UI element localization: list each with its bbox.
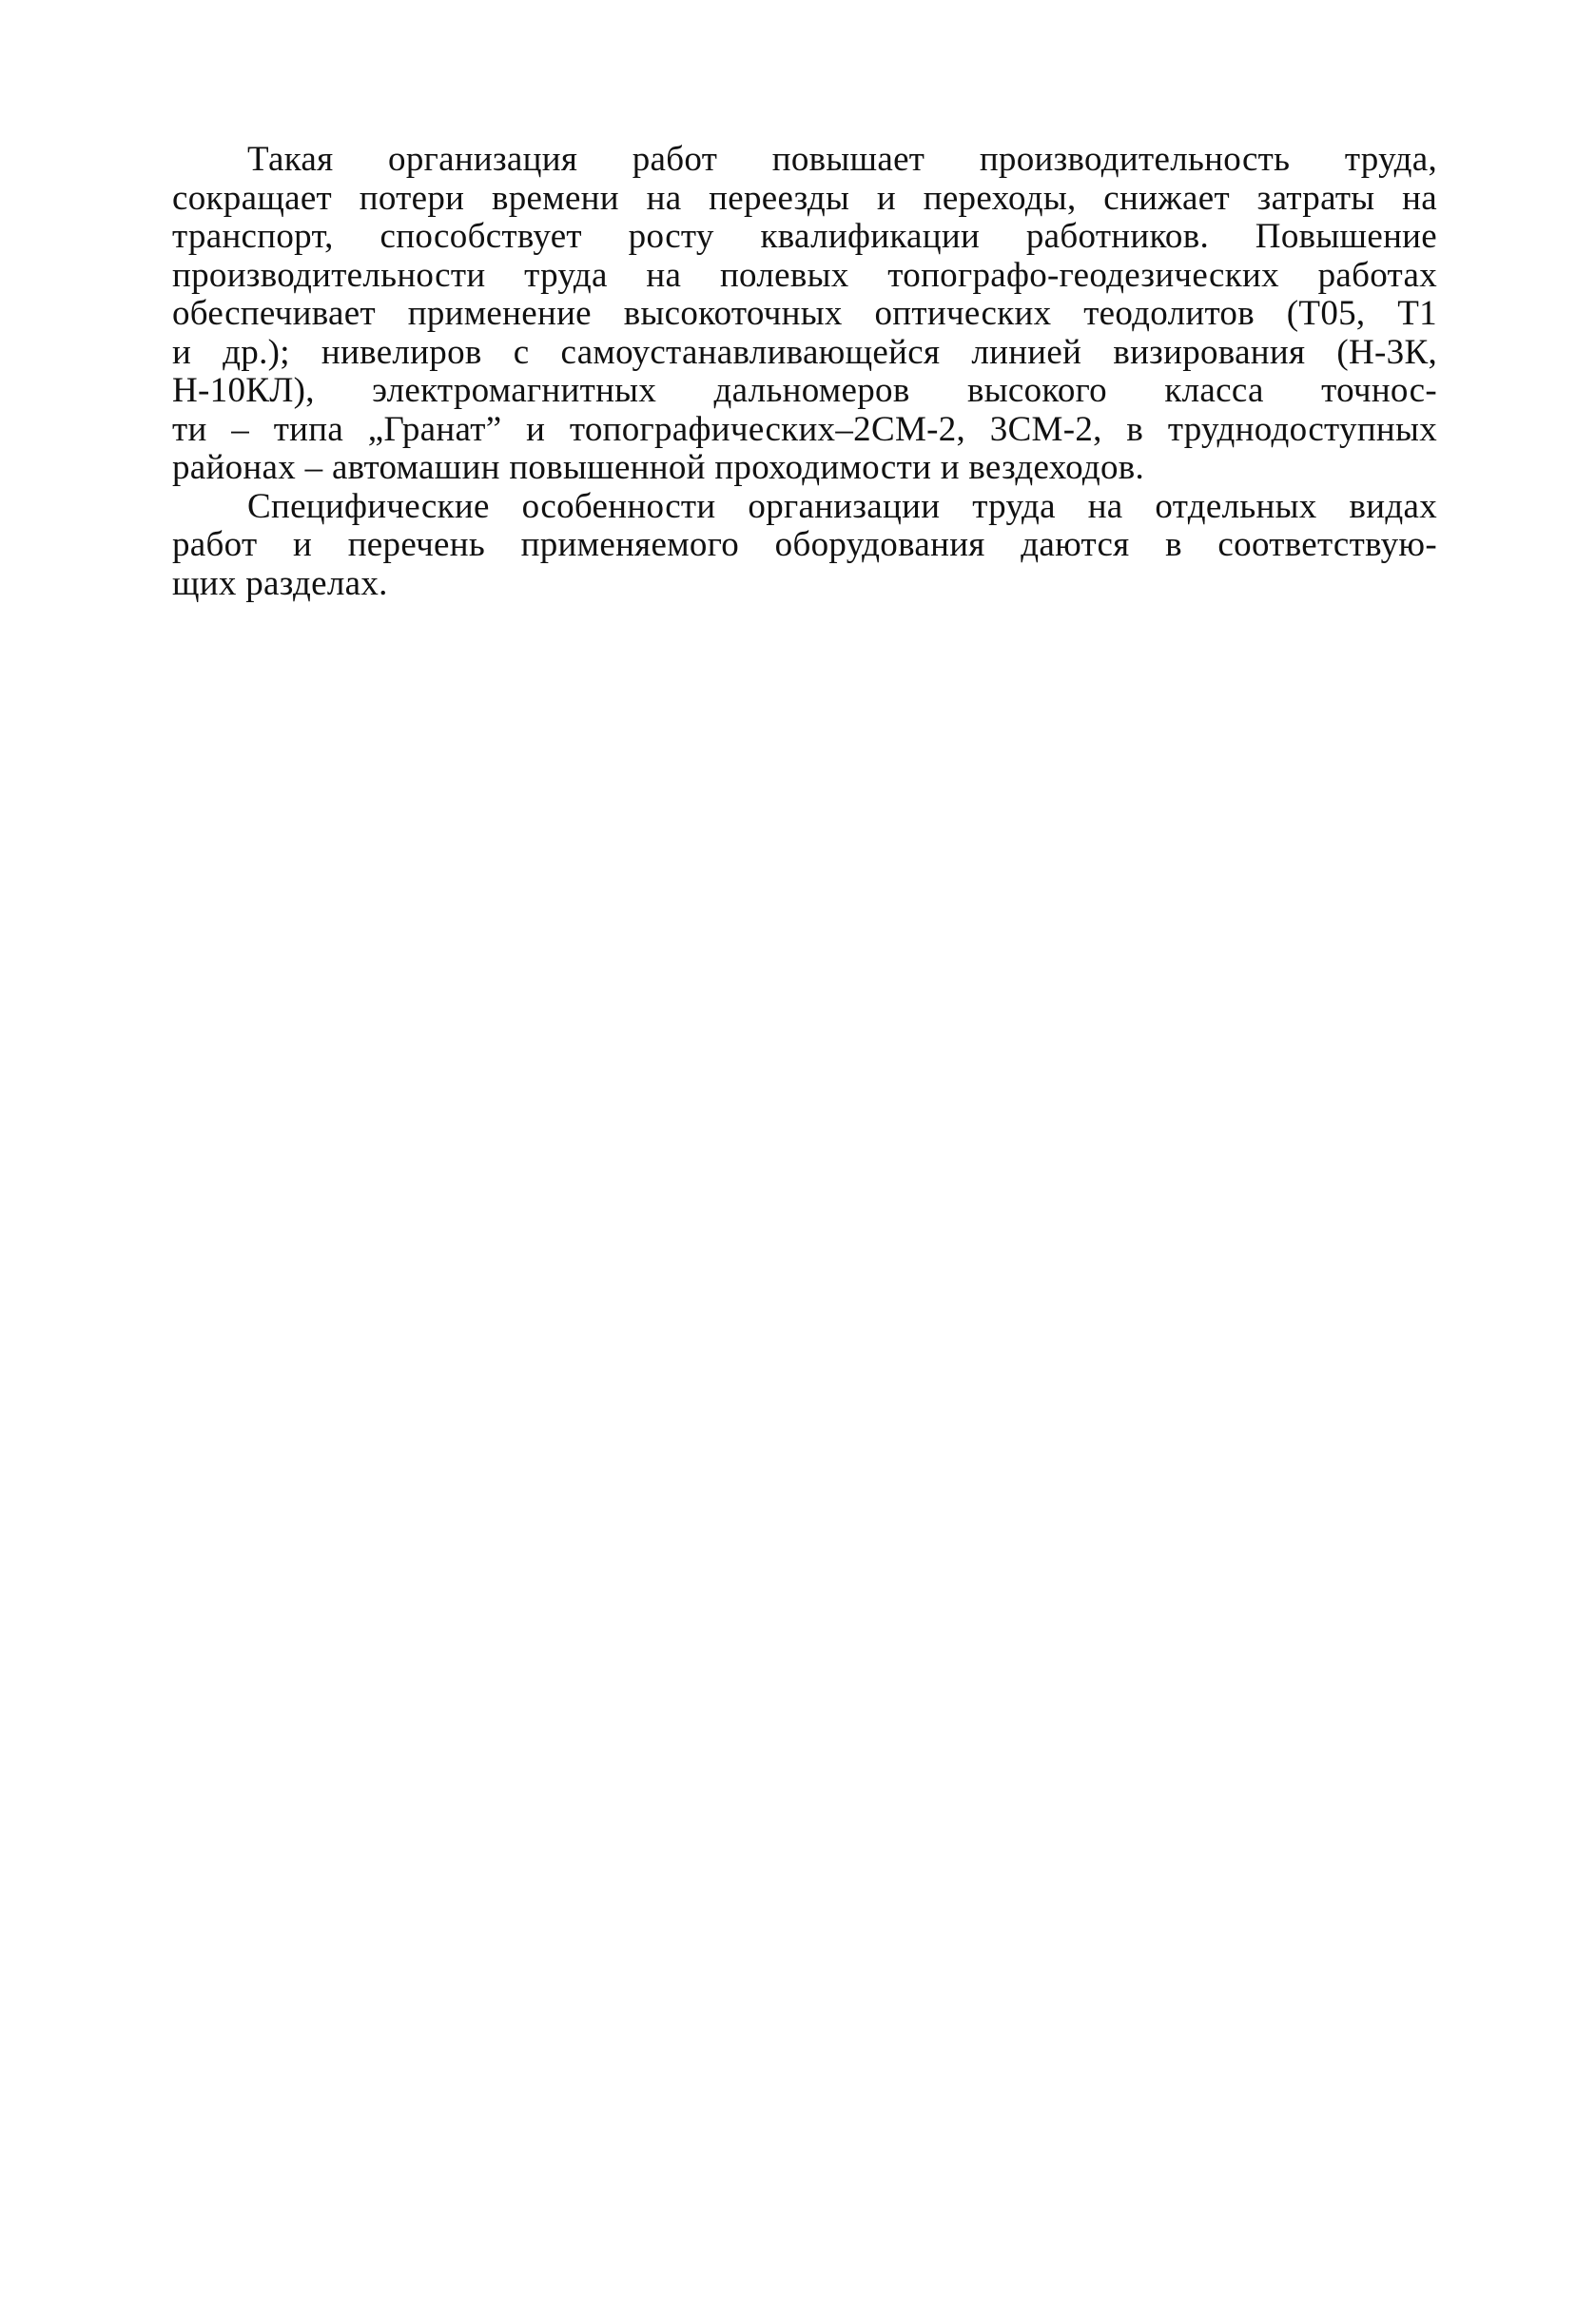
paragraph-1 (172, 141, 1437, 488)
body-text (172, 141, 1437, 603)
text-line: сокращает потери времени на переезды и переходы, снижает затраты на (172, 178, 1437, 218)
text-line: районах – автомашин повышенной проходимости и вездеходов. (172, 448, 1145, 487)
text-line: и др.); нивелиров с самоустанавливающейся линией визирования (Н-3К, (172, 332, 1437, 372)
text-line: Такая организация работ повышает производительность труда, (247, 140, 1437, 179)
paragraph-2 (172, 488, 1437, 604)
text-line: обеспечивает применение высокоточных оптических теодолитов (Т05, Т1 (172, 294, 1437, 333)
text-line: транспорт, способствует росту квалификации работников. Повышение (172, 217, 1437, 256)
text-line: ти – типа „Гранат” и топографических–2СМ-2, 3СМ-2, в труднодоступных (172, 409, 1437, 449)
text-line: работ и перечень применяемого оборудования даются в соответствую- (172, 525, 1437, 564)
text-line: щих разделах. (172, 563, 388, 603)
text-line: производительности труда на полевых топографо-геодезических работах (172, 255, 1437, 295)
text-line: Н-10КЛ), электромагнитных дальномеров высокого класса точнос- (172, 371, 1437, 410)
text-line: Специфические особенности организации труда на отдельных видах (247, 486, 1437, 526)
